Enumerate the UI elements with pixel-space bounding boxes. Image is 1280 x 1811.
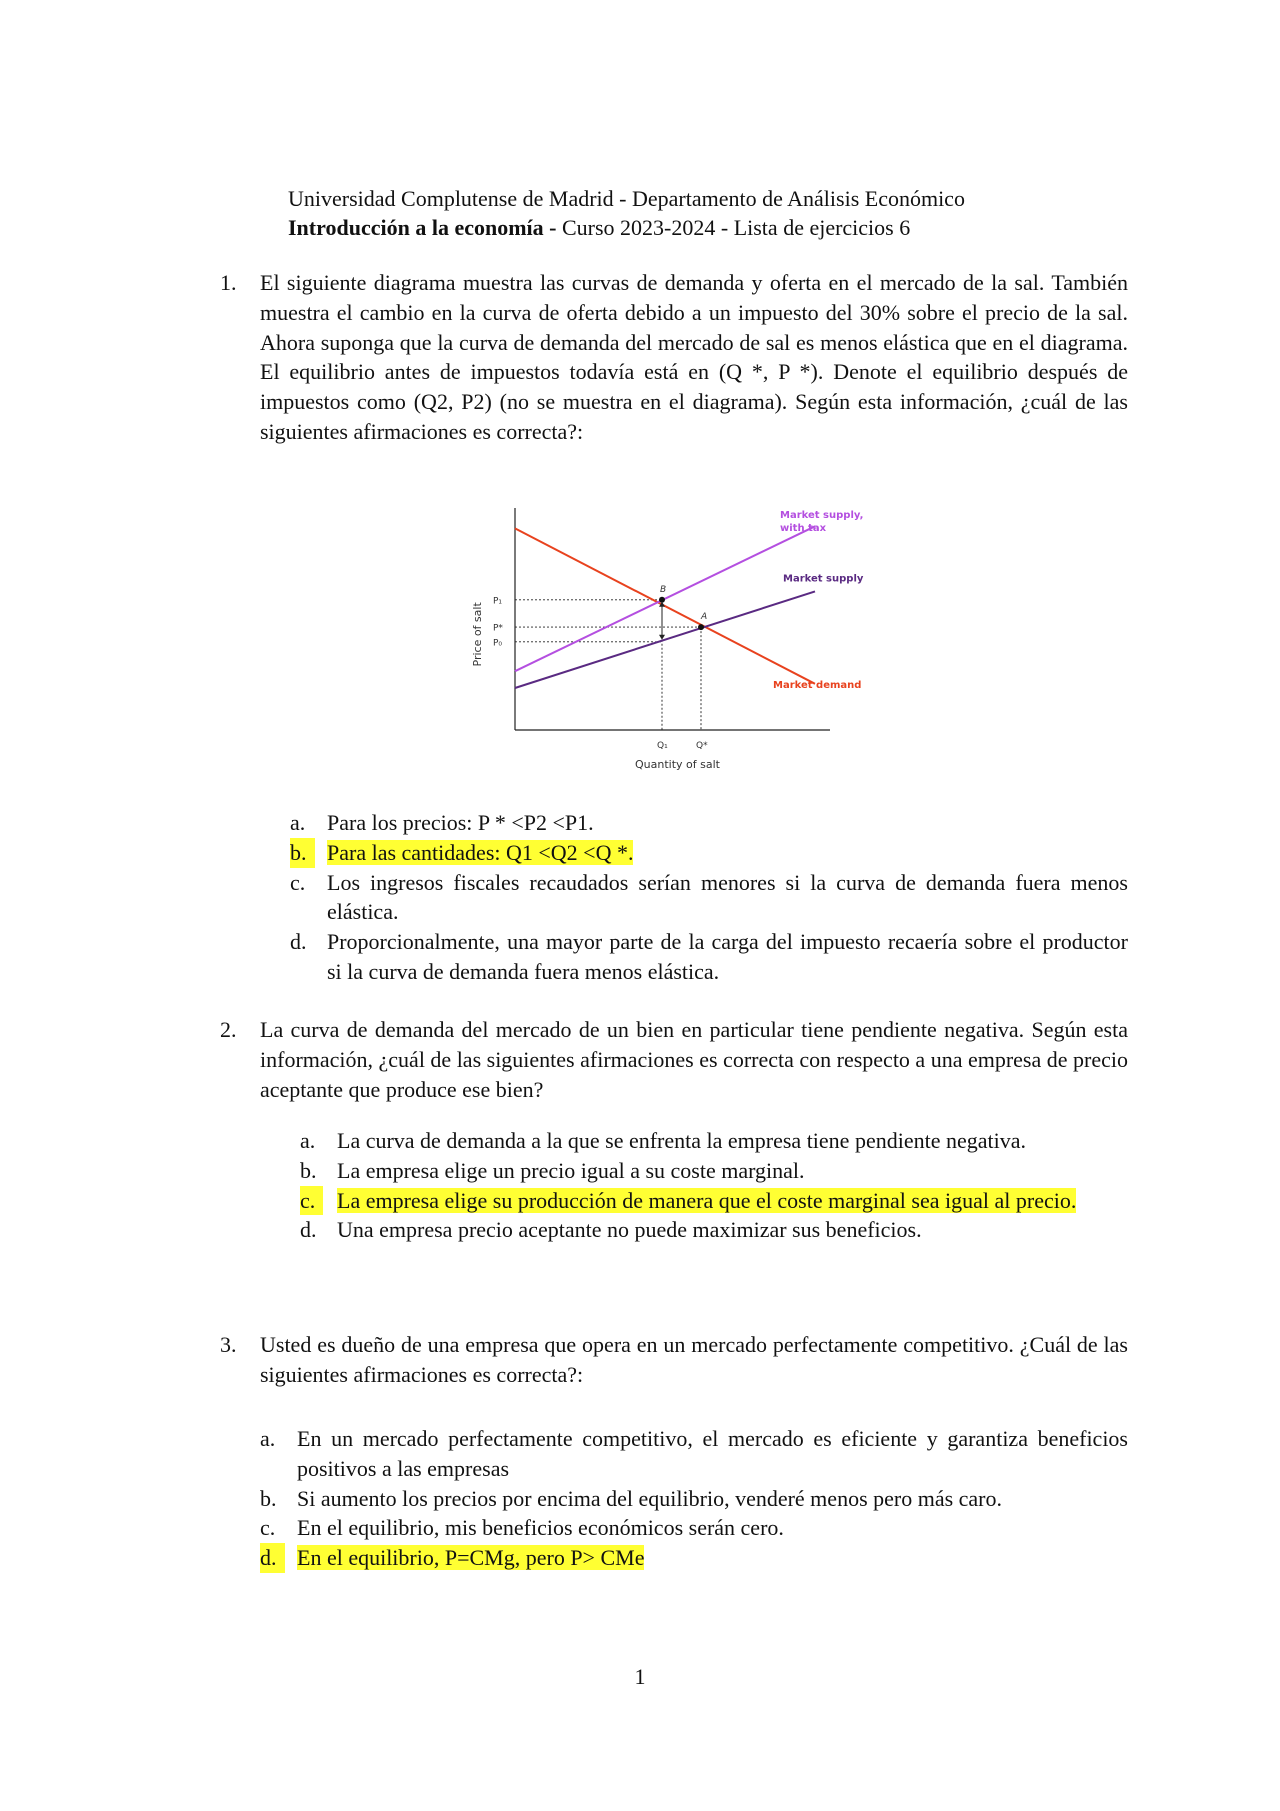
price-tick-label: P₀ — [493, 638, 503, 649]
legend-tax-supply-line2: with tax — [780, 523, 827, 534]
answer-option-a — [290, 808, 1128, 838]
answer-option-a — [300, 1126, 1128, 1156]
question-2-options — [220, 1126, 1128, 1245]
option-text: En un mercado perfectamente competitivo, el mercado es eficiente y garantiza beneficios positivos a las empresas — [297, 1426, 1128, 1481]
option-letter: b. — [300, 1157, 317, 1183]
option-letter: b. — [260, 1485, 277, 1511]
header-course-title: Introducción a la economía - — [288, 215, 557, 240]
supply-demand-chart — [460, 500, 920, 780]
question-3-options — [220, 1424, 1128, 1573]
option-text: En el equilibrio, mis beneficios económicos serán cero. — [297, 1515, 784, 1541]
y-axis-label: Price of salt — [471, 602, 484, 667]
question-number: 3. — [220, 1332, 237, 1357]
question-text: La curva de demanda del mercado de un bien en particular tiene pendiente negativa. Según esta información, ¿cuál de las siguientes afirmaciones es correcta con respecto a una empresa de precio aceptante que produce ese bien? — [260, 1017, 1128, 1102]
quantity-tick-label: Q₁ — [657, 741, 668, 751]
price-tick-label: P* — [493, 623, 503, 634]
legend-demand: Market demand — [773, 679, 862, 691]
document-header — [288, 184, 965, 242]
point-label: B — [660, 584, 667, 595]
series-line-market-supply-with-tax — [515, 526, 815, 671]
page-number: 1 — [634, 1664, 646, 1689]
answer-option-a — [260, 1424, 1128, 1484]
x-axis-label: Quantity of salt — [635, 758, 720, 771]
option-letter: b. — [290, 838, 315, 868]
header-course-details: Curso 2023-2024 - Lista de ejercicios 6 — [556, 215, 911, 240]
answer-option-d — [300, 1215, 1128, 1245]
question-2 — [220, 1015, 1128, 1104]
question-1-options — [220, 808, 1128, 987]
question-3 — [220, 1330, 1128, 1390]
answer-option-c — [260, 1513, 1128, 1543]
header-institution: Universidad Complutense de Madrid - Departamento de Análisis Económico — [288, 186, 965, 211]
option-text: Los ingresos fiscales recaudados serían menores si la curva de demanda fuera menos elástica. — [327, 869, 1128, 925]
quantity-tick-label: Q* — [696, 741, 708, 751]
option-letter: d. — [300, 1217, 317, 1243]
option-text: Una empresa precio aceptante no puede maximizar sus beneficios. — [337, 1217, 922, 1243]
option-letter: d. — [290, 929, 307, 955]
answer-option-d — [290, 927, 1128, 987]
option-letter: c. — [300, 1186, 323, 1216]
chart-svg — [460, 500, 920, 780]
equilibrium-point-a — [698, 624, 704, 630]
option-text: Para los precios: P * <P2 <P1. — [327, 810, 594, 835]
point-label: A — [701, 612, 708, 623]
header-course — [288, 213, 965, 242]
question-1 — [220, 268, 1128, 447]
answer-option-b — [290, 838, 1128, 868]
option-letter: d. — [260, 1543, 285, 1573]
question-text: Usted es dueño de una empresa que opera en un mercado perfectamente competitivo. ¿Cuál de las siguientes afirmaciones es correcta?: — [260, 1332, 1128, 1387]
answer-option-c — [300, 1186, 1128, 1216]
answer-option-b — [300, 1156, 1128, 1186]
option-letter: a. — [300, 1128, 316, 1153]
question-number: 2. — [220, 1017, 237, 1042]
option-letter: c. — [260, 1515, 276, 1541]
equilibrium-point-b — [659, 597, 665, 603]
option-letter: c. — [290, 869, 306, 895]
question-text: El siguiente diagrama muestra las curvas de demanda y oferta en el mercado de la sal. También muestra el cambio en la curva de oferta debido a un impuesto del 30% sobre el precio de la sal. Ahora suponga que la curva de demanda del mercado de sal es menos elástica que en el diagrama. El equilibrio antes de impuestos todavía está en (Q *, P *). Denote el equilibrio después de impuestos como (Q2, P2) (no se muestra en el diagrama). Según esta información, ¿cuál de las siguientes afirmaciones es correcta?: — [260, 270, 1128, 444]
legend-supply: Market supply — [783, 573, 864, 585]
option-text: Para las cantidades: Q1 <Q2 <Q *. — [327, 839, 634, 865]
answer-option-c — [290, 868, 1128, 928]
question-number: 1. — [220, 270, 237, 295]
option-text: La curva de demanda a la que se enfrenta la empresa tiene pendiente negativa. — [337, 1128, 1026, 1153]
option-text: En el equilibrio, P=CMg, pero P> CMe — [297, 1545, 645, 1571]
answer-option-d — [260, 1543, 1128, 1573]
legend-tax-supply-line1: Market supply, — [780, 510, 864, 521]
option-letter: a. — [290, 810, 306, 835]
option-letter: a. — [260, 1426, 276, 1451]
option-text: La empresa elige su producción de manera que el coste marginal sea igual al precio. — [337, 1187, 1077, 1213]
option-text: Si aumento los precios por encima del equilibrio, venderé menos pero más caro. — [297, 1485, 1003, 1511]
answer-option-b — [260, 1484, 1128, 1514]
option-text: La empresa elige un precio igual a su coste marginal. — [337, 1157, 805, 1183]
price-tick-label: P₁ — [493, 596, 503, 607]
option-text: Proporcionalmente, una mayor parte de la carga del impuesto recaería sobre el productor si la curva de demanda fuera menos elástica. — [327, 929, 1128, 984]
